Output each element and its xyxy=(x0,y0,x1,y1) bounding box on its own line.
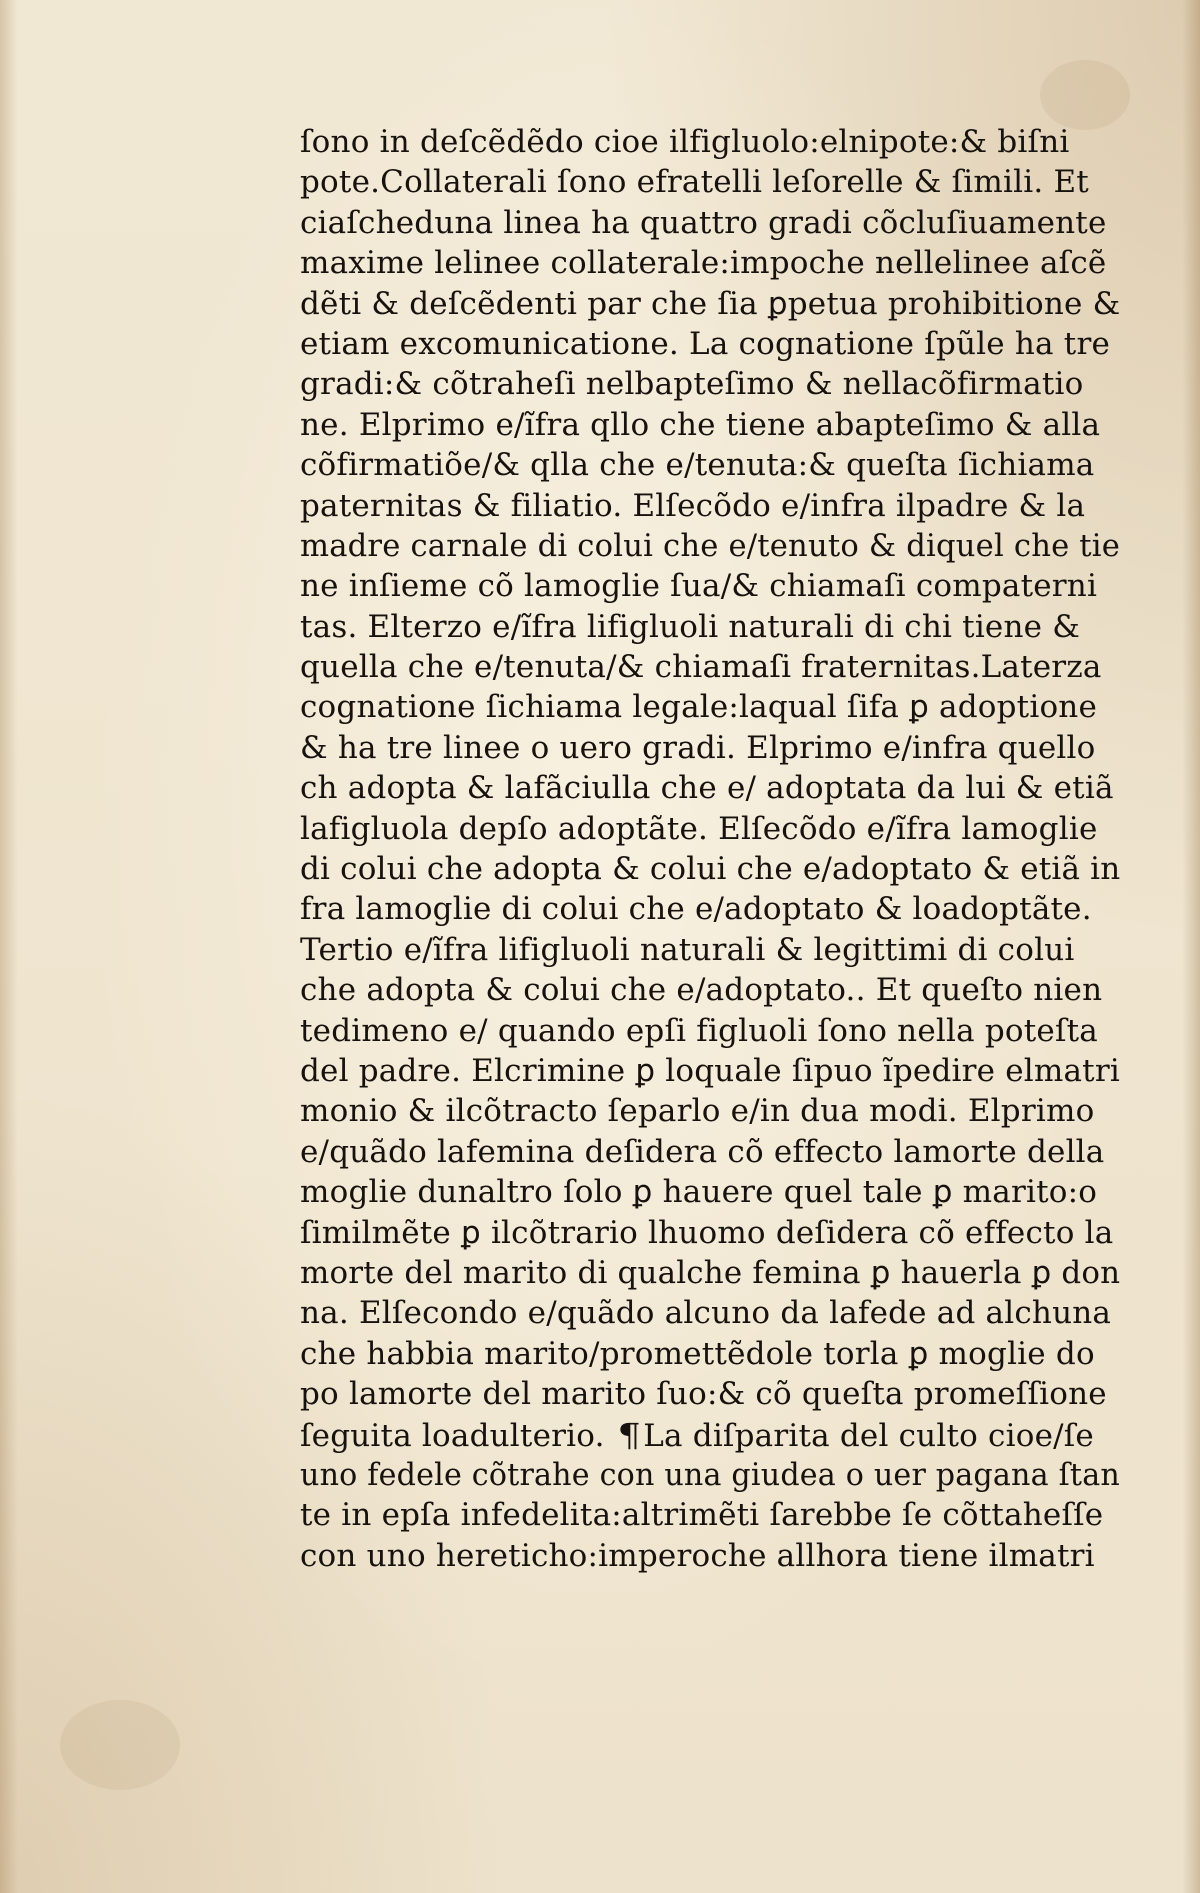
text-line-22: che adopta & colui che e/adoptato.. Et queſto nien xyxy=(300,972,1103,1009)
text-line-17: ch adopta & lafãciulla che e/ adoptata da lui & etiã xyxy=(300,770,1114,807)
text-line-14: quella che e/tenuta/& chiamaſi fraternitas.Laterza xyxy=(300,649,1102,686)
page-right-edge-shading xyxy=(1182,0,1200,1893)
pilcrow-mark-icon: ¶ xyxy=(617,1415,641,1454)
text-line-7: gradi:& cõtraheſi nelbapteſimo & nellacõfirmatio xyxy=(300,366,1084,403)
text-line-32: po lamorte del marito ſuo:& cõ queſta promeſſione xyxy=(300,1376,1107,1413)
text-line-21: Tertio e/ĩfra lifigluoli naturali & legittimi di colui xyxy=(300,931,1075,968)
text-line-4: maxime lelinee collaterale:impoche nellelinee aſcẽ xyxy=(300,245,1107,282)
text-line-30: na. Elſecondo e/quãdo alcuno da lafede ad alchuna xyxy=(300,1295,1112,1332)
paper-stain xyxy=(1040,60,1130,130)
text-line-15: cognatione ſichiama legale:laqual ſifa ꝑ adoptione xyxy=(300,689,1098,726)
text-line-26: e/quãdo lafemina deſidera cõ effecto lamorte della xyxy=(300,1133,1105,1170)
text-line-33 xyxy=(300,1415,1120,1455)
text-line-16: & ha tre linee o uero gradi. Elprimo e/infra quello xyxy=(300,729,1096,766)
text-line-23: tedimeno e/ quando epſi figluoli ſono nella poteſta xyxy=(300,1012,1098,1049)
paper-stain xyxy=(60,1700,180,1790)
page-left-edge-shading xyxy=(0,0,18,1893)
text-line-8: ne. Elprimo e/ĩfra qllo che tiene abapteſimo & alla xyxy=(300,406,1101,443)
text-line-2: pote.Collaterali ſono efratelli leſorelle & ſimili. Et xyxy=(300,164,1089,201)
text-line-10: paternitas & filiatio. Elſecõdo e/infra ilpadre & la xyxy=(300,487,1086,524)
text-line-25: monio & ilcõtracto ſeparlo e/in dua modi. Elprimo xyxy=(300,1093,1095,1130)
text-line-11: madre carnale di colui che e/tenuto & diquel che tie xyxy=(300,527,1121,564)
text-line-18: lafigluola depſo adoptãte. Elſecõdo e/ĩfra lamoglie xyxy=(300,810,1098,847)
text-line-33-after: La diſparita del culto cioe/ſe xyxy=(643,1417,1094,1454)
text-line-34: uno fedele cõtrahe con una giudea o uer pagana ſtan xyxy=(300,1456,1120,1493)
text-line-31: che habbia marito/promettẽdole torla ꝑ moglie do xyxy=(300,1335,1095,1372)
text-line-35: te in epſa infedelita:altrimẽti ſarebbe ſe cõttaheſſe xyxy=(300,1497,1104,1534)
printed-text-block xyxy=(300,122,1120,1576)
text-line-19: di colui che adopta & colui che e/adoptato & etiã in xyxy=(300,851,1121,888)
text-line-20: fra lamoglie di colui che e/adoptato & loadoptãte. xyxy=(300,891,1092,928)
text-line-36: con uno hereticho:imperoche allhora tiene ilmatri xyxy=(300,1537,1095,1574)
text-line-27: moglie dunaltro ſolo ꝑ hauere quel tale ꝑ marito:o xyxy=(300,1174,1098,1211)
text-line-24: del padre. Elcrimine ꝑ loquale ſipuo ĩpedire elmatri xyxy=(300,1052,1120,1089)
text-line-9: cõfirmatiõe/& qlla che e/tenuta:& queſta ſichiama xyxy=(300,447,1095,484)
text-line-28: ſimilmẽte ꝑ ilcõtrario lhuomo deſidera cõ effecto la xyxy=(300,1214,1114,1251)
text-line-13: tas. Elterzo e/ĩfra lifigluoli naturali di chi tiene & xyxy=(300,608,1081,645)
text-line-3: ciaſcheduna linea ha quattro gradi cõcluſiuamente xyxy=(300,204,1107,241)
text-line-33-before: ſeguita loadulterio. xyxy=(300,1417,615,1454)
text-line-12: ne inſieme cõ lamoglie ſua/& chiamaſi compaterni xyxy=(300,568,1098,605)
text-line-5: dẽti & deſcẽdenti par che ſia ꝑpetua prohibitione & xyxy=(300,285,1121,322)
text-line-1: ſono in deſcẽdẽdo cioe ilfigluolo:elnipote:& biſni xyxy=(300,124,1070,160)
text-line-29: morte del marito di qualche femina ꝑ hauerla ꝑ don xyxy=(300,1254,1121,1291)
text-line-6: etiam excomunicatione. La cognatione ſpũle ha tre xyxy=(300,325,1111,362)
